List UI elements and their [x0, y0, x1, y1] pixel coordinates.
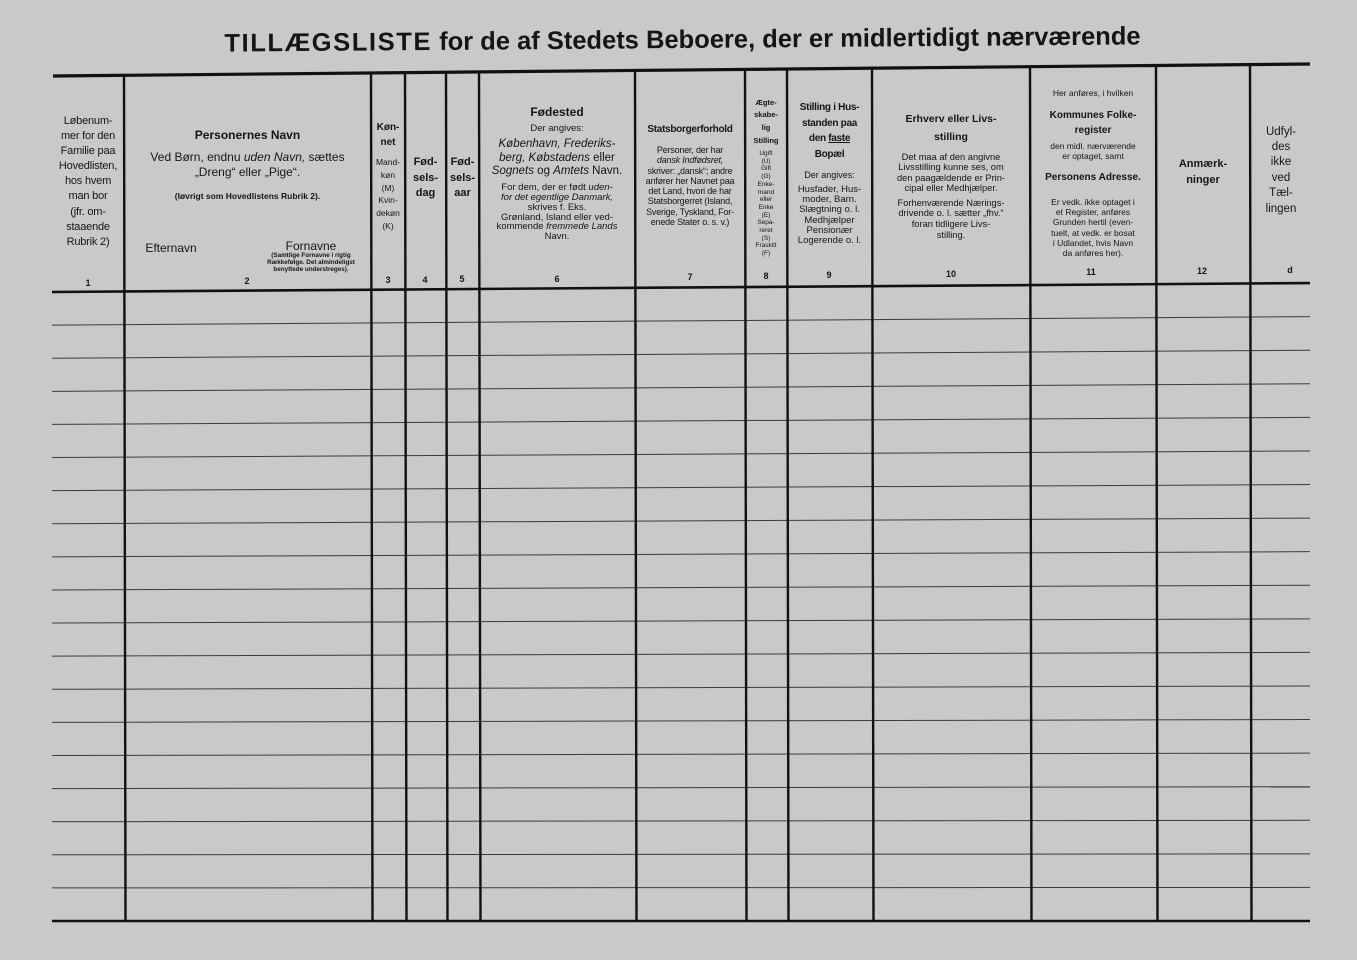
birth-year-heading: Fød- sels- aar	[449, 156, 476, 199]
birthplace-example-part: fremmede Lands	[546, 221, 618, 233]
given-names-note: (Samtlige Fornavne i rigtig Rækkefølge. Det almindeligst benyttede understreges).	[267, 252, 355, 273]
citizenship-text-part: skriver: „dansk“; andre anfører her Navnet paa det Land, hvori de har Statsborgerret (Island, Sverige, Tyskland, For- enede Stater o. s. v.)	[645, 165, 735, 228]
column-number: 6	[554, 274, 560, 284]
household-position-options: Husfader, Hus- moder, Barn. Slægtning o. l. Medhjælper Pensionær Logerende o. l.	[797, 184, 862, 247]
household-heading-part: Bopæl	[814, 148, 845, 160]
column-number: d	[1287, 265, 1293, 275]
birthplace-example	[479, 213, 635, 242]
row-line	[52, 585, 1310, 590]
birthplace-abroad	[479, 183, 635, 212]
birthplace-places-part: og	[533, 165, 554, 177]
household-position-intro: Der angives:	[804, 169, 855, 180]
birthplace-heading: Fødested	[530, 105, 584, 119]
column-divider	[1156, 65, 1158, 921]
birthplace-places-part: København, Frederiks- berg, Købstadens	[498, 138, 616, 164]
column-number: 12	[1196, 266, 1207, 276]
names-heading: Personernes Navn	[194, 128, 301, 142]
birthplace-abroad-part: uden- for det egentlige Danmark,	[501, 182, 613, 203]
occupation-note: Det maa af den angivne Livsstilling kunne ses, om den paagældende er Prin- cipal eller Medhjælper.	[896, 152, 1006, 193]
row-line	[52, 753, 1310, 755]
given-names-label: Fornavne	[285, 239, 337, 253]
surname-label: Efternavn	[145, 241, 197, 255]
birth-day-heading: Fød- sels- dag	[412, 156, 439, 199]
column-number: 10	[945, 269, 956, 279]
column-number: 5	[459, 274, 465, 284]
row-line	[52, 619, 1310, 623]
occupation-former: Forhenværende Nærings- drivende o. l. sætter „fhv.“ foran tidligere Livs- stilling.	[897, 197, 1005, 240]
row-line	[52, 485, 1310, 491]
row-line	[52, 417, 1310, 424]
citizenship-text-part: Personer, der har	[656, 145, 724, 155]
column-number: 9	[826, 270, 832, 280]
household-heading-part: Stilling i Hus- standen paa den	[799, 102, 860, 144]
column-number: 4	[422, 275, 428, 285]
row-line	[52, 820, 1310, 821]
birthplace-places	[479, 138, 635, 179]
registry-address: Personens Adresse.	[1045, 172, 1141, 183]
registry-note: Er vedk. ikke optaget i et Register, anføres Grunden hertil (even- tuelt, at vedk. er bosat i Udlandet, hvis Navn da anføres her).	[1051, 197, 1135, 259]
citizenship-heading: Statsborgerforhold	[647, 124, 733, 135]
row-line	[52, 552, 1310, 557]
form-title-rest: for de af Stedets Beboere, der er midlertidigt nærværende	[431, 22, 1141, 56]
row-line	[52, 720, 1310, 723]
column-number: 7	[687, 272, 693, 282]
office-use-header: Udfyl- des ikke ved Tæl- lingen	[1265, 125, 1297, 215]
names-instruction-emphasis: uden Navn,	[243, 150, 306, 164]
registry-intro: Her anføres, i hvilken	[1052, 88, 1134, 98]
registry-heading: Kommunes Folke- register	[1049, 109, 1137, 136]
row-line	[52, 518, 1310, 524]
marital-status-options: Ugift (U) Gift (G) Enke- mand eller Enke (E) Sepa- reret (S) Fraskilt (F)	[755, 150, 777, 258]
row-line	[52, 652, 1310, 656]
birthplace-places-part: Navn.	[588, 165, 623, 177]
birthplace-places-part: Amtets	[553, 165, 589, 177]
birthplace-example-part: Grønland, Island eller ved- kommende	[496, 211, 613, 233]
column-number: 1	[85, 278, 91, 288]
row-line	[52, 854, 1310, 855]
row-line	[52, 451, 1310, 458]
column-divider	[872, 68, 874, 921]
form-title-lead: TILLÆGSLISTE	[224, 27, 433, 58]
row-line	[52, 686, 1310, 689]
remarks-heading: Anmærk- ninger	[1178, 158, 1228, 186]
household-heading-underlined: faste	[828, 133, 851, 144]
birthplace-places-part: eller	[593, 151, 615, 164]
birthplace-intro: Der angives:	[530, 123, 584, 134]
birthplace-abroad-part: For dem, der er født	[501, 182, 589, 193]
occupation-heading: Erhverv eller Livs- stilling	[905, 113, 997, 143]
column-divider	[1030, 67, 1032, 921]
column-divider	[124, 75, 126, 921]
birthplace-places-part: Sognets	[491, 165, 534, 177]
citizenship-text-part: dansk Indfødsret,	[656, 155, 724, 166]
column-number: 2	[244, 276, 250, 286]
names-instruction-part: sættes „Dreng“ eller „Pige“.	[194, 150, 345, 179]
top-rule	[53, 64, 1310, 76]
sex-heading: Køn- net	[376, 122, 400, 148]
column-number: 11	[1086, 267, 1096, 277]
birthplace-abroad-part: skrives f. Eks.	[527, 201, 587, 213]
row-line	[52, 787, 1310, 789]
column-number: 8	[763, 271, 769, 281]
row-line	[52, 317, 1310, 325]
birthplace-example-part: Navn.	[544, 231, 570, 243]
column-number: 3	[385, 275, 391, 285]
family-number-header: Løbenum- mer for den Familie paa Hovedlisten, hos hvem man bor (jfr. om- staaende Rubrik 2)	[58, 115, 118, 248]
citizenship-text	[635, 145, 745, 227]
names-instruction-part: Ved Børn, endnu	[150, 150, 244, 164]
marital-status-heading: Ægte- skabe- lig Stilling	[753, 97, 779, 145]
registry-middle: den midl. nærværende er optaget, samt	[1050, 141, 1136, 161]
names-instruction	[124, 150, 371, 180]
household-position-heading	[787, 100, 872, 162]
row-line	[52, 384, 1310, 392]
row-line	[52, 350, 1310, 358]
sex-options: Mand- køn (M) Kvin- dekøn (K)	[375, 157, 401, 231]
names-reference: (Iøvrigt som Hovedlistens Rubrik 2).	[174, 191, 321, 201]
